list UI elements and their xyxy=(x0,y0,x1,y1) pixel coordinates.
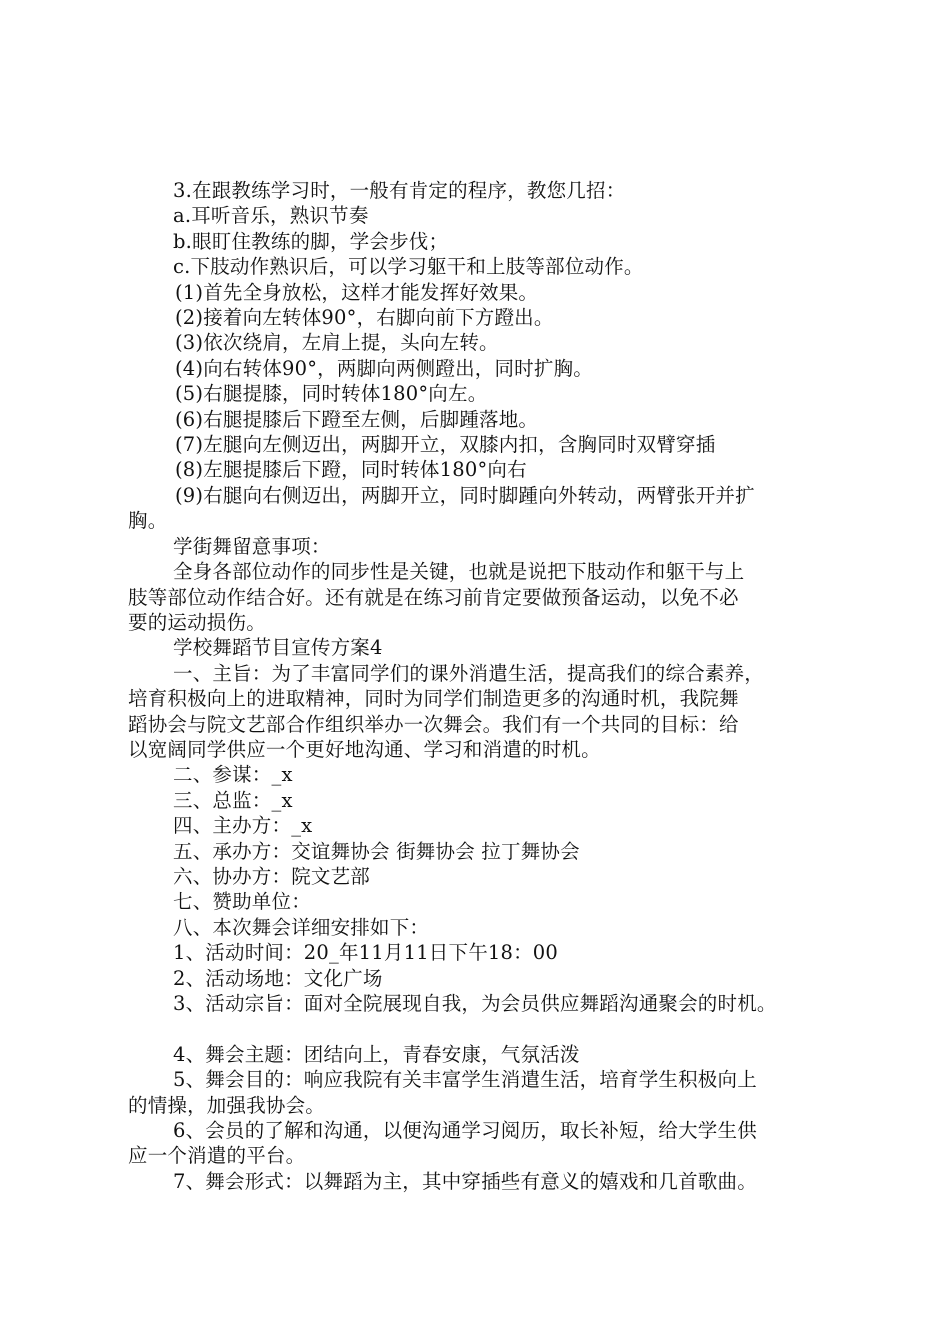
text-line: 1、活动时间：20_年11月11日下午18：00 xyxy=(173,941,559,965)
text-line: (4)向右转体90°，两脚向两侧蹬出，同时扩胸。 xyxy=(175,356,593,380)
text-line: 四、主办方：_x xyxy=(173,814,313,838)
text-line: 蹈协会与院文艺部合作组织举办一次舞会。我们有一个共同的目标：给 xyxy=(128,712,739,736)
text-line: 7、舞会形式：以舞蹈为主，其中穿插些有意义的嬉戏和几首歌曲。 xyxy=(173,1169,757,1193)
text-line: 六、协办方：院文艺部 xyxy=(173,864,371,888)
text-line: (9)右腿向右侧迈出，两脚开立，同时脚踵向外转动，两臂张开并扩 xyxy=(175,483,755,507)
text-line: a.耳听音乐，熟识节奏 xyxy=(173,204,369,228)
text-line: 以宽阔同学供应一个更好地沟通、学习和消遣的时机。 xyxy=(128,737,601,761)
text-line: (8)左腿提膝后下蹬，同时转体180°向右 xyxy=(175,458,527,482)
text-line: 胸。 xyxy=(128,509,168,533)
text-line: 3、活动宗旨：面对全院展现自我，为会员供应舞蹈沟通聚会的时机。 xyxy=(173,992,777,1015)
document-body xyxy=(128,178,840,1194)
text-line: 七、赞助单位： xyxy=(173,890,311,914)
text-line: 学街舞留意事项： xyxy=(173,534,331,558)
text-line: (6)右腿提膝后下蹬至左侧，后脚踵落地。 xyxy=(175,407,539,431)
text-line: 肢等部位动作结合好。还有就是在练习前肯定要做预备运动，以免不必 xyxy=(128,585,739,609)
text-line: 2、活动场地：文化广场 xyxy=(173,966,383,990)
text-line: 的情操，加强我协会。 xyxy=(128,1093,326,1117)
text-line: 全身各部位动作的同步性是关键，也就是说把下肢动作和躯干与上 xyxy=(173,560,745,584)
text-line: 三、总监：_x xyxy=(173,788,293,812)
text-line: 3.在跟教练学习时，一般有肯定的程序，教您几招： xyxy=(173,179,626,202)
text-line: 应一个消遣的平台。 xyxy=(128,1144,306,1168)
text-line: (1)首先全身放松，这样才能发挥好效果。 xyxy=(175,280,539,304)
text-line: 八、本次舞会详细安排如下： xyxy=(173,915,430,939)
text-line: b.眼盯住教练的脚，学会步伐； xyxy=(173,229,449,253)
text-line: 5、舞会目的：响应我院有关丰富学生消遣生活，培育学生积极向上 xyxy=(173,1068,757,1092)
text-line: c.下肢动作熟识后，可以学习躯干和上肢等部位动作。 xyxy=(173,255,644,279)
text-line: 二、参谋：_x xyxy=(173,763,293,787)
text-line: 4、舞会主题：团结向上，青春安康，气氛活泼 xyxy=(173,1042,580,1066)
text-line: 学校舞蹈节目宣传方案4 xyxy=(173,636,383,660)
text-line: (7)左腿向左侧迈出，两脚开立，双膝内扣，含胸同时双臂穿插 xyxy=(175,433,716,457)
text-line: 五、承办方：交谊舞协会 街舞协会 拉丁舞协会 xyxy=(173,839,580,863)
text-line: 要的运动损伤。 xyxy=(128,610,266,634)
text-line: (3)依次绕肩，左肩上提，头向左转。 xyxy=(175,331,499,355)
text-line: 培育积极向上的进取精神，同时为同学们制造更多的沟通时机，我院舞 xyxy=(128,687,739,711)
blank-line xyxy=(128,1016,840,1041)
text-line: 一、主旨：为了丰富同学们的课外消遣生活，提高我们的综合素养， xyxy=(173,661,765,685)
text-line: 6、会员的了解和沟通，以便沟通学习阅历，取长补短，给大学生供 xyxy=(173,1119,757,1143)
text-line: (2)接着向左转体90°，右脚向前下方蹬出。 xyxy=(175,306,554,330)
text-line: (5)右腿提膝，同时转体180°向左。 xyxy=(175,382,488,406)
